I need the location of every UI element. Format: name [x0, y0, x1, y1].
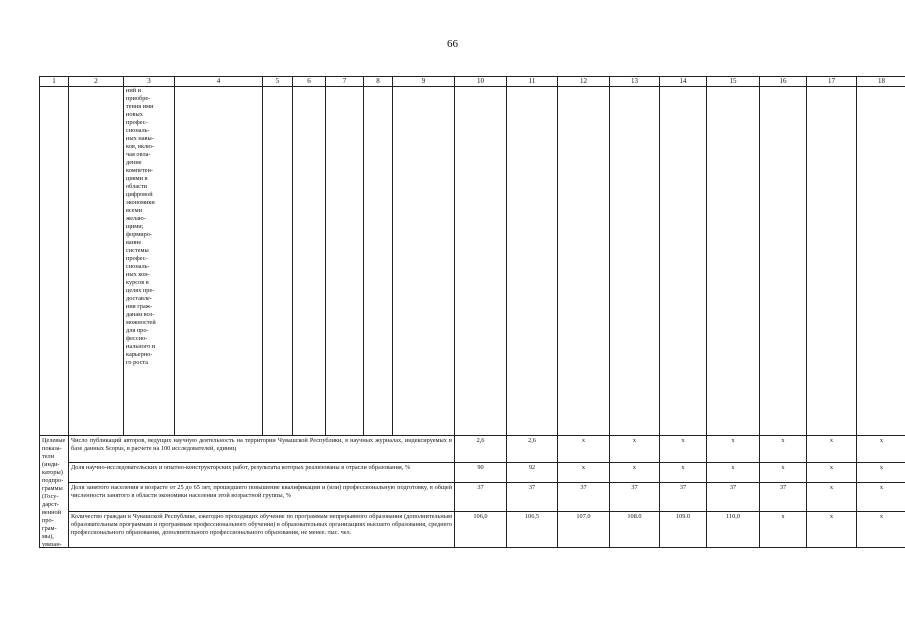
col3-text-line: для про- — [126, 327, 149, 334]
col3-text-line: циями в — [126, 175, 148, 182]
indicator-value: x — [807, 436, 857, 463]
indicator-value: x — [760, 512, 807, 548]
indicator-value: x — [610, 463, 660, 483]
column-header-17: 17 — [807, 77, 857, 87]
col3-text-line: ных кон- — [126, 271, 150, 278]
cell-col12-cont — [558, 87, 610, 436]
column-header-2: 2 — [69, 77, 124, 87]
col3-text-line: вание — [126, 239, 142, 246]
column-header-7: 7 — [326, 77, 364, 87]
column-header-9: 9 — [393, 77, 455, 87]
indicator-value: 92 — [507, 463, 558, 483]
col3-text-line: данам воз- — [126, 311, 155, 318]
page-number: 66 — [447, 38, 458, 50]
cell-col18-cont — [857, 87, 905, 436]
indicator-value: 110,0 — [707, 512, 760, 548]
indicator-value: 90 — [455, 463, 507, 483]
col3-text-line: сиональ- — [126, 263, 150, 270]
cell-col2-cont — [69, 87, 124, 436]
col3-text-line: чая овла- — [126, 151, 151, 158]
indicator-value: x — [660, 436, 707, 463]
indicator-value: x — [760, 436, 807, 463]
indicator-value: 2,6 — [507, 436, 558, 463]
indicator-value: x — [558, 436, 610, 463]
section-label: Целевые показа-тели (инди-каторы) подпро-граммы (Госу-дарст-венной про-грам-мы), увязан- — [40, 436, 69, 548]
indicator-value: x — [857, 483, 905, 512]
indicator-value: 37 — [610, 483, 660, 512]
indicator-value: 37 — [507, 483, 558, 512]
col3-text-line: экономики — [126, 199, 155, 206]
col3-text-line: системы — [126, 247, 149, 254]
column-header-4: 4 — [175, 77, 263, 87]
col3-text-line: приобре- — [126, 95, 151, 102]
indicator-value: x — [857, 512, 905, 548]
cell-col14-cont — [660, 87, 707, 436]
indicator-name: Доля научно-исследовательских и опытно-конструкторских работ, результаты которых реализованы в отрасли образования, % — [69, 463, 455, 483]
indicator-name: Количество граждан в Чувашской Республике, ежегодно проходящих обучение по программам непрерывного образования (дополнительным образовательным программам и программам профессионального обучения) в образовательных организациях высшего образования, среднего профессионального образования, дополнительного профессионального образования, не менее. тыс. чел. — [69, 512, 455, 548]
col3-text-line: курсов в — [126, 279, 149, 286]
col3-text-line: цифровой — [126, 191, 153, 198]
column-header-10: 10 — [455, 77, 507, 87]
indicator-value: 37 — [455, 483, 507, 512]
column-header-5: 5 — [263, 77, 293, 87]
indicator-value: 106,0 — [455, 512, 507, 548]
cell-col1-cont — [40, 87, 69, 436]
col3-text-line: щими; — [126, 223, 144, 230]
column-header-13: 13 — [610, 77, 660, 87]
data-table — [39, 76, 905, 548]
col3-text-line: ных навы- — [126, 135, 154, 142]
indicator-value: x — [807, 483, 857, 512]
indicator-value: 37 — [558, 483, 610, 512]
cell-col17-cont — [807, 87, 857, 436]
column-header-15: 15 — [707, 77, 760, 87]
col3-text-line: желаю- — [126, 215, 146, 222]
indicator-name: Число публикаций авторов, ведущих научную деятельность на территории Чувашской Республики, в научных журналах, индексируемых в базе данных Scopus, в расчете на 100 исследователей, единиц — [69, 436, 455, 463]
column-header-3: 3 — [124, 77, 175, 87]
column-header-6: 6 — [293, 77, 326, 87]
col3-text-line: ния граж- — [126, 303, 153, 310]
indicator-value: x — [760, 463, 807, 483]
indicator-value: 37 — [760, 483, 807, 512]
col3-text-line: новых — [126, 111, 143, 118]
col3-text-line: области — [126, 183, 148, 190]
col3-text-line: карьерно- — [126, 351, 153, 358]
column-header-1: 1 — [40, 77, 69, 87]
col3-text-line: нального и — [126, 343, 156, 350]
indicator-value: x — [660, 463, 707, 483]
indicator-value: x — [857, 436, 905, 463]
indicator-value: 107.0 — [558, 512, 610, 548]
col3-text-line: профес- — [126, 255, 148, 262]
cell-col3-text — [124, 87, 175, 436]
column-header-8: 8 — [364, 77, 393, 87]
cell-col7-cont — [326, 87, 364, 436]
col3-text-line: доставле- — [126, 295, 152, 302]
col3-text-line: го роста — [126, 359, 149, 366]
indicator-value: x — [558, 463, 610, 483]
indicator-value: 37 — [660, 483, 707, 512]
col3-text-line: ний и — [126, 87, 142, 94]
cell-col5-cont — [263, 87, 293, 436]
column-header-16: 16 — [760, 77, 807, 87]
indicator-value: x — [707, 463, 760, 483]
cell-col8-cont — [364, 87, 393, 436]
cell-col15-cont — [707, 87, 760, 436]
col3-text-line: целях пре- — [126, 287, 155, 294]
indicator-value: x — [857, 463, 905, 483]
col3-text-line: фессио- — [126, 335, 148, 342]
indicator-value: 106,5 — [507, 512, 558, 548]
cell-col13-cont — [610, 87, 660, 436]
indicator-value: 109.0 — [660, 512, 707, 548]
column-header-18: 18 — [857, 77, 905, 87]
indicator-value: x — [707, 436, 760, 463]
column-header-14: 14 — [660, 77, 707, 87]
indicator-value: x — [807, 463, 857, 483]
col3-text-line: профес- — [126, 119, 148, 126]
col3-text-line: всеми — [126, 207, 142, 214]
indicator-value: 108.0 — [610, 512, 660, 548]
col3-text-line: можностей — [126, 319, 156, 326]
col3-text-line: формиро- — [126, 231, 153, 238]
col3-text-line: сиональ- — [126, 127, 150, 134]
col3-text-line: компетен- — [126, 167, 153, 174]
cell-col9-cont — [393, 87, 455, 436]
column-header-11: 11 — [507, 77, 558, 87]
indicator-value: 2,6 — [455, 436, 507, 463]
table-sheet — [39, 76, 905, 548]
cell-col10-cont — [455, 87, 507, 436]
indicator-name: Доля занятого населения в возрасте от 25 до 65 лет, прошедшего повышение квалификации и (или) профессиональную подготовку, в общей численности занятого в области экономики населения этой возрастной группы, % — [69, 483, 455, 512]
cell-col4-cont — [175, 87, 263, 436]
indicator-value: x — [610, 436, 660, 463]
col3-text-line: тения ими — [126, 103, 154, 110]
column-header-12: 12 — [558, 77, 610, 87]
indicator-value: 37 — [707, 483, 760, 512]
indicator-value: x — [807, 512, 857, 548]
cell-col16-cont — [760, 87, 807, 436]
cell-col11-cont — [507, 87, 558, 436]
col3-text-line: ков, вклю- — [126, 143, 154, 150]
col3-text-line: дение — [126, 159, 142, 166]
cell-col6-cont — [293, 87, 326, 436]
